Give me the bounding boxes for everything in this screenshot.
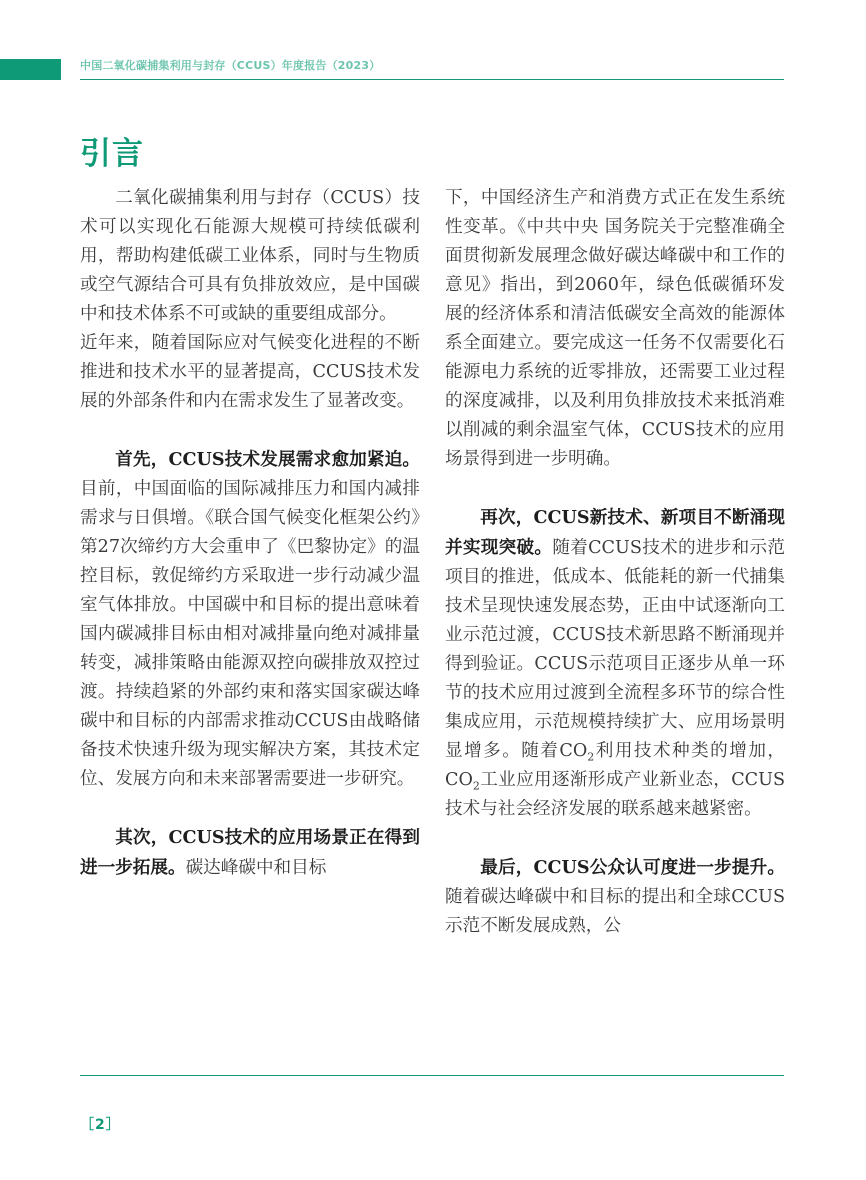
- header-divider: [80, 79, 784, 80]
- paragraph-intro: 二氧化碳捕集利用与封存（CCUS）技术可以实现化石能源大规模可持续低碳利用，帮助构建低碳工业体系，同时与生物质或空气源结合可具有负排放效应，是中国碳中和技术体系不可或缺的重要组成部分。: [80, 188, 420, 324]
- co2-subscript: 2: [587, 750, 595, 764]
- paragraph-fourth: [445, 853, 785, 941]
- co2-subscript: 2: [472, 779, 480, 793]
- paragraph-third-text-a: 随着CCUS技术的进步和示范项目的推进，低成本、低能耗的新一代捕集技术呈现快速发展态势，正由中试逐渐向工业示范过渡，CCUS技术新思路不断涌现并得到验证。CCUS示范项目正逐步从单一环节的技术应用过渡到全流程多环节的综合性集成应用，示范规模持续扩大、应用场景明显增多。随着CO: [445, 538, 785, 761]
- paragraph-third: [445, 503, 785, 824]
- paragraph-first-lead: 首先，CCUS技术发展需求愈加紧迫。: [115, 449, 420, 470]
- paragraph-first-text: 目前，中国面临的国际减排压力和国内减排需求与日俱增。《联合国气候变化框架公约》第27次缔约方大会重申了《巴黎协定》的温控目标，敦促缔约方采取进一步行动减少温室气体排放。中国碳中和目标的提出意味着国内碳减排目标由相对减排量向绝对减排量转变，减排策略由能源双控向碳排放双控过渡。持续趋紧的外部约束和落实国家碳达峰碳中和目标的内部需求推动CCUS由战略储备技术快速升级为现实解决方案，其技术定位、发展方向和未来部署需要进一步研究。: [80, 479, 420, 789]
- paragraph-third-lead: 再次，CCUS新技术、新项目不断涌现并实现突破。: [445, 507, 785, 558]
- paragraph-second-cont: 下，中国经济生产和消费方式正在发生系统性变革。《中共中央 国务院关于完整准确全面贯彻新发展理念做好碳达峰碳中和工作的意见》指出，到2060年，绿色低碳循环发展的经济体系和清洁低碳安全高效的能源体系全面建立。要完成这一任务不仅需要化石能源电力系统的近零排放，还需要工业过程的深度减排，以及利用负排放技术来抵消难以削减的剩余温室气体，CCUS技术的应用场景得到进一步明确。: [445, 188, 785, 469]
- paragraph-fourth-text: 随着碳达峰碳中和目标的提出和全球CCUS示范不断发展成熟，公: [445, 887, 785, 936]
- paragraph-fourth-lead: 最后，CCUS公众认可度进一步提升。: [480, 857, 785, 878]
- running-head: 中国二氧化碳捕集利用与封存（CCUS）年度报告（2023）: [80, 59, 381, 72]
- page-title: 引言: [80, 136, 144, 172]
- paragraph-second-text: 碳达峰碳中和目标: [185, 858, 327, 878]
- left-column: [80, 184, 420, 912]
- header-accent-bar: [0, 59, 61, 80]
- page-number: ［2］: [80, 1117, 121, 1133]
- paragraph-second: [80, 823, 420, 883]
- paragraph-third-text-c: 工业应用逐渐形成产业新业态，CCUS技术与社会经济发展的联系越来越紧密。: [445, 770, 785, 819]
- paragraph-intro-cont: 近年来，随着国际应对气候变化进程的不断推进和技术水平的显著提高，CCUS技术发展的外部条件和内在需求发生了显著改变。: [80, 333, 420, 411]
- paragraph-third-text-b: 利用技术种类的增加，CO: [445, 741, 785, 790]
- paragraph-first: [80, 445, 420, 794]
- footer-divider: [80, 1075, 784, 1076]
- paragraph-second-lead: 其次，CCUS技术的应用场景正在得到进一步拓展。: [80, 827, 420, 878]
- right-column: [445, 184, 785, 970]
